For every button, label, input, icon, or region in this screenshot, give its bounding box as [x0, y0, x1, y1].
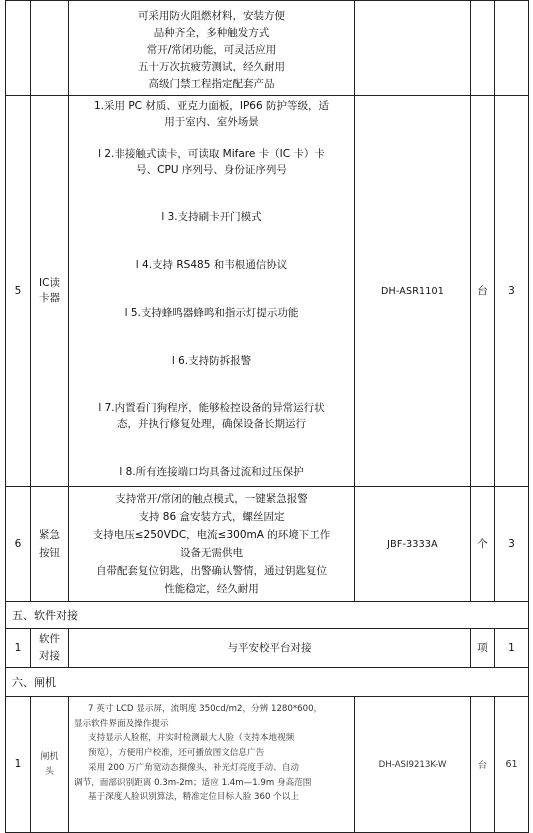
row5-features — [68, 95, 355, 487]
feature-line — [71, 338, 352, 354]
section-title-software: 五、软件对接 — [5, 601, 529, 629]
row6-qty: 3 — [494, 486, 529, 602]
row-sw-name: 软件对接 — [30, 628, 69, 668]
row6-name: 紧急按钮 — [30, 486, 69, 602]
feature-line — [71, 131, 352, 147]
feature-line: 采用 200 万广角宽动态摄像头，补光灯亮度手动、自动 — [88, 762, 299, 773]
row6-unit: 个 — [470, 486, 495, 602]
row5-feature-list — [71, 99, 352, 481]
row5-name: IC读卡器 — [30, 95, 69, 487]
row-sw-no: 1 — [5, 628, 31, 668]
row-top-name — [30, 0, 69, 96]
feature-line: 五十万次抗疲劳测试，经久耐用 — [138, 61, 285, 73]
row-gate-no: 1 — [5, 696, 31, 833]
row-sw-qty: 1 — [494, 628, 529, 668]
feature-line: l 7.内置看门狗程序，能够检控设备的异常运行状 — [98, 402, 325, 415]
feature-line: l 4.支持 RS485 和韦根通信协议 — [135, 259, 288, 272]
feature-line: 常开/常闭功能，可灵活应用 — [146, 44, 277, 56]
row-sw-desc: 与平安校平台对接 — [68, 628, 471, 668]
feature-line: 显示软件界面及操作提示 — [74, 718, 169, 729]
feature-line — [71, 433, 352, 449]
feature-line: 用于室内、室外场景 — [164, 115, 259, 128]
feature-line: 调节，面部识别距离 0.3m-2m；适应 1.4m—1.9m 身高范围 — [74, 777, 312, 788]
row-top-features — [68, 0, 355, 96]
row-gate-features — [68, 696, 355, 833]
feature-line: 支持常开/常闭的触点模式，一键紧急报警 — [115, 493, 308, 505]
row5-model: DH-ASR1101 — [354, 95, 471, 487]
feature-line: 可采用防火阻燃材料，安装方便 — [138, 10, 285, 22]
row-gate-unit: 台 — [470, 696, 495, 833]
row5-qty: 3 — [494, 95, 529, 487]
feature-line — [71, 179, 352, 195]
feature-line — [71, 449, 352, 465]
feature-line: 品种齐全，多种触发方式 — [153, 27, 270, 39]
feature-line: 态，并执行修复处理，确保设备长期运行 — [117, 418, 306, 431]
row-gate-feature-list — [74, 702, 352, 805]
feature-line — [71, 369, 352, 385]
row-gate-qty: 61 — [494, 696, 529, 833]
feature-line: 性能稳定，经久耐用 — [164, 583, 259, 595]
row-sw-unit: 项 — [470, 628, 495, 668]
row5-unit: 台 — [470, 95, 495, 487]
row6-no: 6 — [5, 486, 31, 602]
row6-features — [68, 486, 355, 602]
row5-no: 5 — [5, 95, 31, 487]
feature-line — [71, 322, 352, 338]
feature-line: 支持 86 盒安装方式，螺丝固定 — [138, 511, 285, 523]
feature-line — [71, 274, 352, 290]
feature-line — [71, 385, 352, 401]
feature-line: 支持电压≤250VDC，电流≤300mA 的环境下工作 — [92, 529, 331, 541]
feature-line: 预览），方便用户校准，还可播放图文信息广告 — [88, 748, 265, 759]
feature-line: l 6.支持防拆报警 — [171, 354, 252, 367]
feature-line: 自带配套复位钥匙，出警确认警情，通过钥匙复位 — [96, 565, 327, 577]
feature-line: l 3.支持刷卡开门模式 — [161, 211, 262, 224]
feature-line — [71, 290, 352, 306]
row-top-unit — [470, 0, 495, 96]
row6-feature-list — [71, 490, 352, 598]
feature-line: l 8.所有连接端口均具备过流和过压保护 — [119, 465, 304, 478]
row-top-no — [5, 0, 31, 96]
row-top-model — [354, 0, 471, 96]
feature-line: 7 英寸 LCD 显示屏，流明度 350cd/m2，分辨 1280*600， — [88, 704, 323, 714]
row-gate-name: 闸机头 — [30, 696, 69, 833]
row-gate-model: DH-ASI9213K-W — [354, 696, 471, 833]
row6-model: JBF-3333A — [354, 486, 471, 602]
feature-line — [71, 226, 352, 242]
feature-line — [71, 242, 352, 258]
feature-line: 设备无需供电 — [180, 547, 243, 559]
section-title-gate: 六、闸机 — [5, 667, 529, 697]
feature-line: 高级门禁工程指定配套产品 — [148, 78, 275, 90]
feature-line: 支持显示人脸框，并实时检测最大人脸（支持本地视频 — [88, 733, 295, 744]
feature-line: 1.采用 PC 材质、亚克力面板，IP66 防护等级，适 — [94, 100, 329, 112]
feature-line: 号、CPU 序列号、身份证序列号 — [136, 163, 287, 176]
feature-line — [71, 194, 352, 210]
feature-line: 基于深度人脸识别算法，精准定位目标人脸 360 个以上 — [88, 792, 299, 803]
feature-line: l 5.支持蜂鸣器蜂鸣和指示灯提示功能 — [124, 306, 299, 319]
row-top-qty — [494, 0, 529, 96]
feature-line: l 2.非接触式读卡，可读取 Mifare 卡（IC 卡）卡 — [98, 147, 325, 160]
row-top-feature-list — [71, 8, 352, 93]
